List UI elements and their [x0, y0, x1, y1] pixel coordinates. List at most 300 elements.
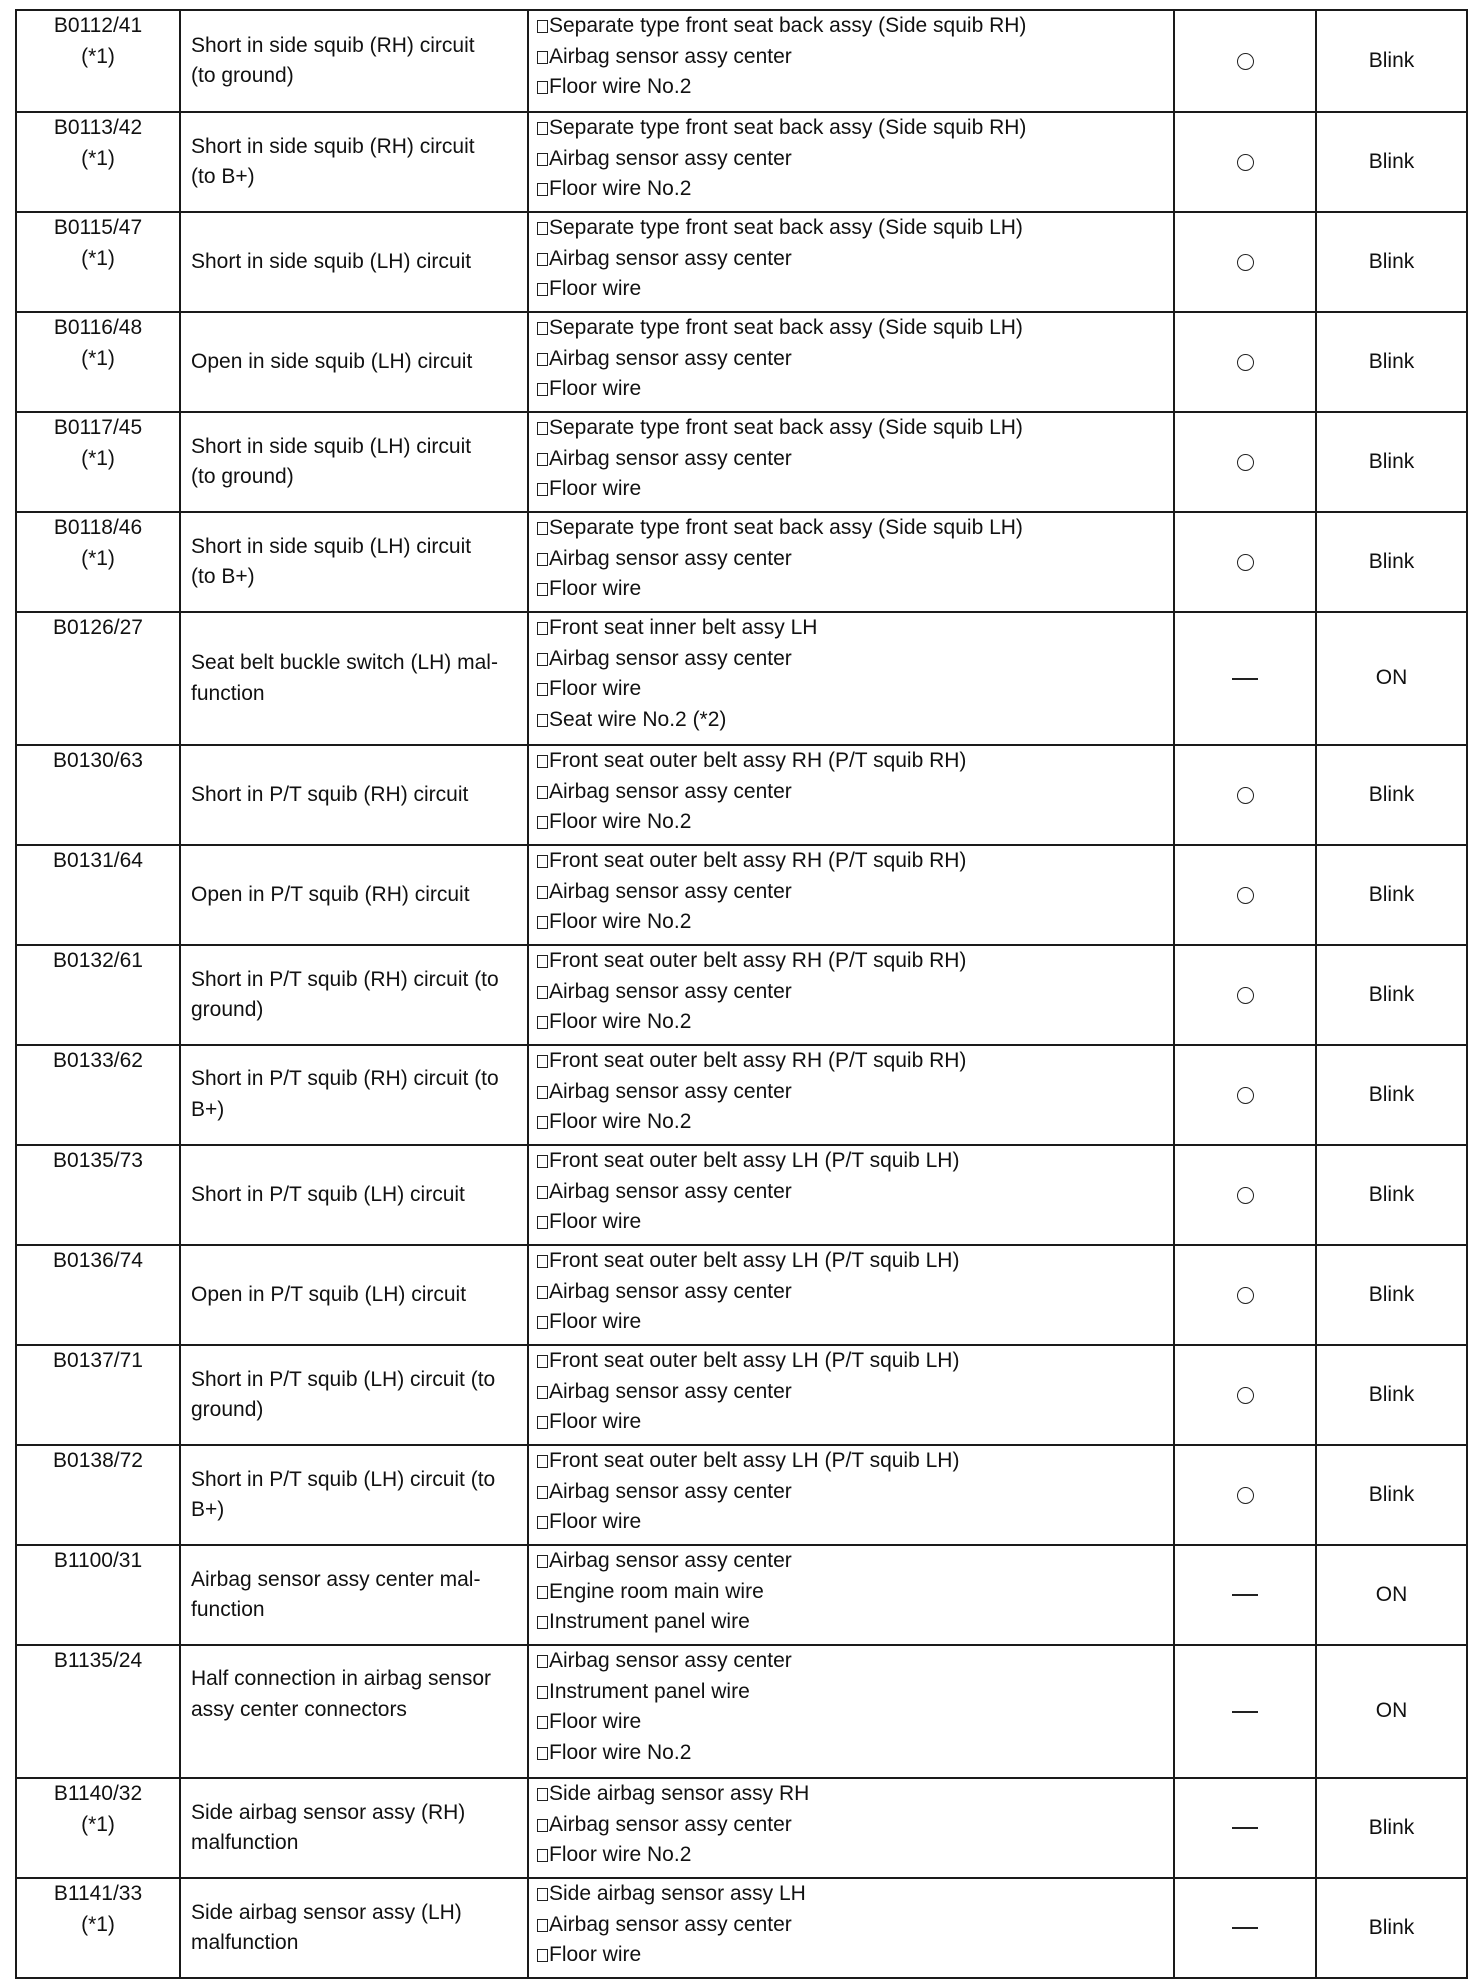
trouble-area-text: Floor wire No.2 [549, 1843, 692, 1866]
detection-item-cell [180, 845, 528, 945]
dash-mark-icon [1232, 1711, 1258, 1713]
dtc-code: (*1) [81, 1912, 115, 1936]
trouble-area-item [537, 1646, 1173, 1677]
trouble-area-item [537, 374, 1173, 405]
trouble-area-cell [528, 112, 1174, 212]
detection-item-text: (to B+) [191, 565, 255, 588]
warning-light-cell [1316, 1645, 1467, 1778]
table-row [16, 612, 1467, 745]
detection-item-text: function [191, 1598, 265, 1621]
check-mark-cell [1174, 1645, 1316, 1778]
warning-light-status: Blink [1368, 48, 1415, 72]
trouble-area-item [537, 574, 1173, 605]
trouble-area-cell [528, 212, 1174, 312]
checkbox-square-icon [537, 1788, 548, 1801]
dtc-code-cell [16, 1445, 180, 1545]
checkbox-square-icon [537, 1016, 548, 1029]
check-mark-cell [1174, 412, 1316, 512]
detection-item-text: Side airbag sensor assy (RH) [191, 1800, 466, 1824]
circle-mark-icon [1237, 1187, 1254, 1204]
warning-light-cell [1316, 1345, 1467, 1445]
trouble-area-item [537, 1277, 1173, 1308]
trouble-area-text: Airbag sensor assy center [549, 246, 792, 270]
dtc-code: B1140/32 [53, 1782, 143, 1805]
check-mark-cell [1174, 1878, 1316, 1978]
trouble-area-item [537, 1046, 1173, 1077]
trouble-area-item [537, 42, 1173, 73]
trouble-area-text: Floor wire [549, 1943, 642, 1966]
detection-item-text: Short in P/T squib (LH) circuit (to [191, 1467, 496, 1491]
trouble-area-item [537, 11, 1173, 42]
checkbox-square-icon [537, 51, 548, 64]
trouble-area-item [537, 444, 1173, 475]
warning-light-cell [1316, 312, 1467, 412]
dtc-code: B0133/62 [53, 1049, 143, 1072]
trouble-area-item [537, 1377, 1173, 1408]
dtc-code: B0137/71 [53, 1349, 143, 1372]
dtc-code: B0113/42 [53, 116, 143, 139]
trouble-area-text: Airbag sensor assy center [549, 146, 792, 170]
warning-light-status: ON [1375, 1582, 1408, 1606]
checkbox-square-icon [537, 1486, 548, 1499]
checkbox-square-icon [537, 453, 548, 466]
trouble-area-item [537, 777, 1173, 808]
dtc-code: (*1) [81, 446, 115, 470]
circle-mark-icon [1237, 887, 1254, 904]
checkbox-square-icon [537, 1716, 548, 1729]
trouble-area-item [537, 1738, 1173, 1769]
circle-mark-icon [1237, 53, 1254, 70]
trouble-area-text: Front seat outer belt assy LH (P/T squib LH) [549, 1349, 960, 1372]
trouble-area-text: Airbag sensor assy center [549, 1179, 792, 1203]
warning-light-cell [1316, 1778, 1467, 1878]
checkbox-square-icon [537, 383, 548, 396]
dtc-code: B1100/31 [53, 1549, 143, 1572]
checkbox-square-icon [537, 683, 548, 696]
detection-item-text: Short in side squib (RH) circuit [191, 134, 475, 158]
circle-mark-icon [1237, 154, 1254, 171]
checkbox-square-icon [537, 1216, 548, 1229]
trouble-area-item [537, 1840, 1173, 1871]
detection-item-text: Short in P/T squib (LH) circuit (to [191, 1367, 496, 1391]
trouble-area-item [537, 1207, 1173, 1238]
detection-item-text: Short in side squib (LH) circuit [191, 434, 472, 458]
warning-light-cell [1316, 10, 1467, 112]
table-row [16, 1145, 1467, 1245]
checkbox-square-icon [537, 322, 548, 335]
warning-light-cell [1316, 845, 1467, 945]
checkbox-square-icon [537, 1849, 548, 1862]
warning-light-cell [1316, 112, 1467, 212]
checkbox-square-icon [537, 622, 548, 635]
dtc-code-cell [16, 1045, 180, 1145]
warning-light-cell [1316, 1545, 1467, 1645]
trouble-area-text: Floor wire No.2 [549, 910, 692, 933]
trouble-area-text: Side airbag sensor assy LH [549, 1882, 806, 1905]
check-mark-cell [1174, 1145, 1316, 1245]
warning-light-status: Blink [1368, 882, 1415, 906]
trouble-area-text: Front seat outer belt assy LH (P/T squib LH) [549, 1149, 960, 1172]
detection-item-cell [180, 10, 528, 112]
checkbox-square-icon [537, 283, 548, 296]
warning-light-cell [1316, 1245, 1467, 1345]
checkbox-square-icon [537, 483, 548, 496]
trouble-area-cell [528, 1545, 1174, 1645]
trouble-area-item [537, 1007, 1173, 1038]
checkbox-square-icon [537, 1686, 548, 1699]
detection-item-text: (to ground) [191, 64, 294, 87]
detection-item-text: B+) [191, 1097, 225, 1121]
warning-light-status: Blink [1368, 1482, 1415, 1506]
trouble-area-cell [528, 1145, 1174, 1245]
trouble-area-item [537, 72, 1173, 103]
trouble-area-item [537, 807, 1173, 838]
warning-light-status: Blink [1368, 349, 1415, 373]
trouble-area-text: Floor wire No.2 [549, 1110, 692, 1133]
trouble-area-cell [528, 1245, 1174, 1345]
trouble-area-cell [528, 312, 1174, 412]
detection-item-cell [180, 1878, 528, 1978]
detection-item-text: ground) [191, 1398, 264, 1421]
warning-light-status: Blink [1368, 149, 1415, 173]
trouble-area-text: Floor wire No.2 [549, 810, 692, 833]
dtc-code-cell [16, 512, 180, 612]
checkbox-square-icon [537, 1386, 548, 1399]
trouble-area-text: Airbag sensor assy center [549, 546, 792, 570]
trouble-area-item [537, 413, 1173, 444]
checkbox-square-icon [537, 253, 548, 266]
table-row [16, 745, 1467, 845]
dtc-code-cell [16, 112, 180, 212]
detection-item-cell [180, 1345, 528, 1445]
circle-mark-icon [1237, 787, 1254, 804]
detection-item-cell [180, 212, 528, 312]
trouble-area-item [537, 877, 1173, 908]
checkbox-square-icon [537, 20, 548, 33]
trouble-area-text: Floor wire [549, 277, 642, 300]
checkbox-square-icon [537, 755, 548, 768]
dash-mark-icon [1232, 1827, 1258, 1829]
trouble-area-item [537, 1077, 1173, 1108]
table-row [16, 845, 1467, 945]
dtc-code-cell [16, 1878, 180, 1978]
table-row [16, 212, 1467, 312]
warning-light-status: Blink [1368, 982, 1415, 1006]
trouble-area-cell [528, 1778, 1174, 1878]
trouble-area-item [537, 644, 1173, 675]
detection-item-text: Short in P/T squib (RH) circuit (to [191, 967, 499, 991]
table-row [16, 1445, 1467, 1545]
checkbox-square-icon [537, 1416, 548, 1429]
checkbox-square-icon [537, 1616, 548, 1629]
trouble-area-text: Floor wire [549, 1210, 642, 1233]
trouble-area-cell [528, 512, 1174, 612]
detection-item-text: Open in P/T squib (LH) circuit [191, 1282, 467, 1306]
warning-light-cell [1316, 1878, 1467, 1978]
trouble-area-text: Airbag sensor assy center [549, 1079, 792, 1103]
trouble-area-item [537, 705, 1173, 736]
dtc-code-cell [16, 612, 180, 745]
detection-item-text: (to B+) [191, 165, 255, 188]
check-mark-cell [1174, 1545, 1316, 1645]
trouble-area-text: Side airbag sensor assy RH [549, 1782, 810, 1805]
table-row [16, 512, 1467, 612]
checkbox-square-icon [537, 353, 548, 366]
table-row [16, 412, 1467, 512]
trouble-area-item [537, 1879, 1173, 1910]
dtc-code: (*1) [81, 1812, 115, 1836]
checkbox-square-icon [537, 422, 548, 435]
dtc-code-cell [16, 1245, 180, 1345]
checkbox-square-icon [537, 183, 548, 196]
trouble-area-text: Floor wire No.2 [549, 177, 692, 200]
detection-item-text: Short in side squib (LH) circuit [191, 534, 472, 558]
checkbox-square-icon [537, 222, 548, 235]
detection-item-text: malfunction [191, 1931, 299, 1954]
check-mark-cell [1174, 612, 1316, 745]
trouble-area-cell [528, 745, 1174, 845]
detection-item-cell [180, 1545, 528, 1645]
trouble-area-text: Separate type front seat back assy (Side squib LH) [549, 416, 1023, 439]
trouble-area-text: Floor wire [549, 1710, 642, 1733]
checkbox-square-icon [537, 855, 548, 868]
dtc-code: B0131/64 [53, 849, 143, 872]
dtc-table [15, 9, 1468, 1979]
trouble-area-item [537, 474, 1173, 505]
trouble-area-item [537, 113, 1173, 144]
trouble-area-item [537, 344, 1173, 375]
check-mark-cell [1174, 1778, 1316, 1878]
trouble-area-item [537, 1707, 1173, 1738]
trouble-area-text: Front seat inner belt assy LH [549, 616, 818, 639]
checkbox-square-icon [537, 1949, 548, 1962]
detection-item-text: Short in P/T squib (RH) circuit (to [191, 1067, 499, 1090]
trouble-area-text: Airbag sensor assy center [549, 779, 792, 803]
detection-item-text: Short in P/T squib (LH) circuit [191, 1182, 465, 1206]
dtc-table-body [16, 10, 1467, 1978]
checkbox-square-icon [537, 583, 548, 596]
trouble-area-item [537, 1407, 1173, 1438]
detection-item-text: (to ground) [191, 465, 294, 488]
detection-item-text: Open in side squib (LH) circuit [191, 349, 473, 373]
trouble-area-text: Airbag sensor assy center [549, 1649, 792, 1672]
checkbox-square-icon [537, 986, 548, 999]
circle-mark-icon [1237, 454, 1254, 471]
trouble-area-text: Airbag sensor assy center [549, 1549, 792, 1572]
checkbox-square-icon [537, 916, 548, 929]
table-row [16, 312, 1467, 412]
check-mark-cell [1174, 945, 1316, 1045]
trouble-area-cell [528, 612, 1174, 745]
checkbox-square-icon [537, 714, 548, 727]
table-row [16, 112, 1467, 212]
trouble-area-item [537, 1107, 1173, 1138]
check-mark-cell [1174, 112, 1316, 212]
circle-mark-icon [1237, 1387, 1254, 1404]
dtc-code: B0135/73 [53, 1149, 143, 1172]
warning-light-status: Blink [1368, 782, 1415, 806]
trouble-area-cell [528, 945, 1174, 1045]
trouble-area-item [537, 907, 1173, 938]
warning-light-status: Blink [1368, 549, 1415, 573]
checkbox-square-icon [537, 886, 548, 899]
trouble-area-cell [528, 1445, 1174, 1545]
trouble-area-item [537, 1307, 1173, 1338]
trouble-area-cell [528, 1345, 1174, 1445]
trouble-area-text: Floor wire [549, 1510, 642, 1533]
trouble-area-item [537, 274, 1173, 305]
dash-mark-icon [1232, 1927, 1258, 1929]
detection-item-cell [180, 1445, 528, 1545]
trouble-area-text: Floor wire [549, 1310, 642, 1333]
dtc-code: B0118/46 [53, 516, 143, 539]
trouble-area-text: Front seat outer belt assy LH (P/T squib LH) [549, 1249, 960, 1272]
trouble-area-item [537, 174, 1173, 205]
trouble-area-item [537, 1607, 1173, 1638]
trouble-area-text: Floor wire [549, 477, 642, 500]
table-row [16, 1545, 1467, 1645]
table-row [16, 1045, 1467, 1145]
dash-mark-icon [1232, 1594, 1258, 1596]
warning-light-cell [1316, 212, 1467, 312]
trouble-area-item [537, 1177, 1173, 1208]
warning-light-status: Blink [1368, 1915, 1415, 1939]
warning-light-cell [1316, 745, 1467, 845]
checkbox-square-icon [537, 153, 548, 166]
trouble-area-item [537, 1246, 1173, 1277]
warning-light-cell [1316, 1445, 1467, 1545]
checkbox-square-icon [537, 816, 548, 829]
check-mark-cell [1174, 1445, 1316, 1545]
trouble-area-item [537, 1577, 1173, 1608]
check-mark-cell [1174, 312, 1316, 412]
trouble-area-text: Floor wire [549, 377, 642, 400]
warning-light-status: ON [1375, 1699, 1408, 1723]
dtc-code: B0115/47 [53, 216, 143, 239]
dtc-code: B0130/63 [53, 749, 143, 772]
detection-item-text: Airbag sensor assy center mal- [191, 1567, 481, 1591]
detection-item-cell [180, 1245, 528, 1345]
trouble-area-cell [528, 1878, 1174, 1978]
warning-light-status: ON [1375, 666, 1408, 690]
dtc-code: (*1) [81, 44, 115, 68]
circle-mark-icon [1237, 554, 1254, 571]
warning-light-status: Blink [1368, 1082, 1415, 1106]
detection-item-cell [180, 1145, 528, 1245]
detection-item-text: Short in side squib (RH) circuit [191, 33, 475, 57]
dtc-code: B1135/24 [53, 1649, 143, 1672]
trouble-area-text: Front seat outer belt assy LH (P/T squib LH) [549, 1449, 960, 1472]
trouble-area-text: Front seat outer belt assy RH (P/T squib RH) [549, 849, 967, 872]
trouble-area-text: Separate type front seat back assy (Side squib LH) [549, 516, 1023, 539]
trouble-area-text: Airbag sensor assy center [549, 346, 792, 370]
checkbox-square-icon [537, 1586, 548, 1599]
dtc-code: B0112/41 [53, 14, 143, 37]
dtc-code-cell [16, 1778, 180, 1878]
dtc-code: B0136/74 [53, 1249, 143, 1272]
trouble-area-item [537, 513, 1173, 544]
detection-item-text: malfunction [191, 1831, 299, 1854]
dtc-code: B0116/48 [53, 316, 143, 339]
warning-light-status: Blink [1368, 1382, 1415, 1406]
dtc-code-cell [16, 1545, 180, 1645]
dtc-code-cell [16, 1645, 180, 1778]
trouble-area-item [537, 1507, 1173, 1538]
circle-mark-icon [1237, 354, 1254, 371]
trouble-area-item [537, 1477, 1173, 1508]
trouble-area-text: Seat wire No.2 (*2) [549, 707, 727, 731]
trouble-area-text: Airbag sensor assy center [549, 1912, 792, 1936]
warning-light-status: Blink [1368, 1182, 1415, 1206]
trouble-area-item [537, 846, 1173, 877]
dtc-code-cell [16, 845, 180, 945]
trouble-area-cell [528, 1645, 1174, 1778]
checkbox-square-icon [537, 1555, 548, 1568]
trouble-area-item [537, 1446, 1173, 1477]
checkbox-square-icon [537, 522, 548, 535]
trouble-area-text: Floor wire No.2 [549, 1010, 692, 1033]
detection-item-cell [180, 412, 528, 512]
detection-item-text: Half connection in airbag sensor [191, 1667, 492, 1690]
trouble-area-text: Separate type front seat back assy (Side squib LH) [549, 216, 1023, 239]
trouble-area-text: Airbag sensor assy center [549, 446, 792, 470]
trouble-area-text: Airbag sensor assy center [549, 1812, 792, 1836]
trouble-area-item [537, 544, 1173, 575]
detection-item-text: function [191, 681, 265, 705]
trouble-area-text: Instrument panel wire [549, 1679, 750, 1703]
checkbox-square-icon [537, 1888, 548, 1901]
dtc-code-cell [16, 412, 180, 512]
detection-item-cell [180, 312, 528, 412]
warning-light-status: Blink [1368, 1282, 1415, 1306]
trouble-area-text: Instrument panel wire [549, 1610, 750, 1633]
trouble-area-text: Floor wire [549, 677, 642, 700]
trouble-area-text: Floor wire No.2 [549, 1740, 692, 1764]
check-mark-cell [1174, 212, 1316, 312]
dtc-code: (*1) [81, 146, 115, 170]
detection-item-text: B+) [191, 1498, 225, 1521]
detection-item-cell [180, 112, 528, 212]
detection-item-text: Side airbag sensor assy (LH) [191, 1900, 462, 1924]
check-mark-cell [1174, 745, 1316, 845]
trouble-area-cell [528, 412, 1174, 512]
checkbox-square-icon [537, 955, 548, 968]
dtc-code: (*1) [81, 546, 115, 570]
checkbox-square-icon [537, 1455, 548, 1468]
trouble-area-item [537, 313, 1173, 344]
dtc-code-cell [16, 1345, 180, 1445]
checkbox-square-icon [537, 1116, 548, 1129]
trouble-area-item [537, 1779, 1173, 1810]
dtc-code: B0117/45 [53, 416, 143, 439]
checkbox-square-icon [537, 786, 548, 799]
detection-item-text: Open in P/T squib (RH) circuit [191, 882, 470, 906]
checkbox-square-icon [537, 1086, 548, 1099]
trouble-area-text: Airbag sensor assy center [549, 879, 792, 903]
check-mark-cell [1174, 1345, 1316, 1445]
trouble-area-text: Front seat outer belt assy RH (P/T squib RH) [549, 749, 967, 772]
trouble-area-text: Front seat outer belt assy RH (P/T squib RH) [549, 949, 967, 972]
checkbox-square-icon [537, 1819, 548, 1832]
checkbox-square-icon [537, 1286, 548, 1299]
checkbox-square-icon [537, 653, 548, 666]
trouble-area-text: Separate type front seat back assy (Side squib RH) [549, 116, 1027, 139]
trouble-area-item [537, 613, 1173, 644]
trouble-area-text: Airbag sensor assy center [549, 44, 792, 68]
trouble-area-item [537, 977, 1173, 1008]
check-mark-cell [1174, 10, 1316, 112]
trouble-area-text: Airbag sensor assy center [549, 1279, 792, 1303]
